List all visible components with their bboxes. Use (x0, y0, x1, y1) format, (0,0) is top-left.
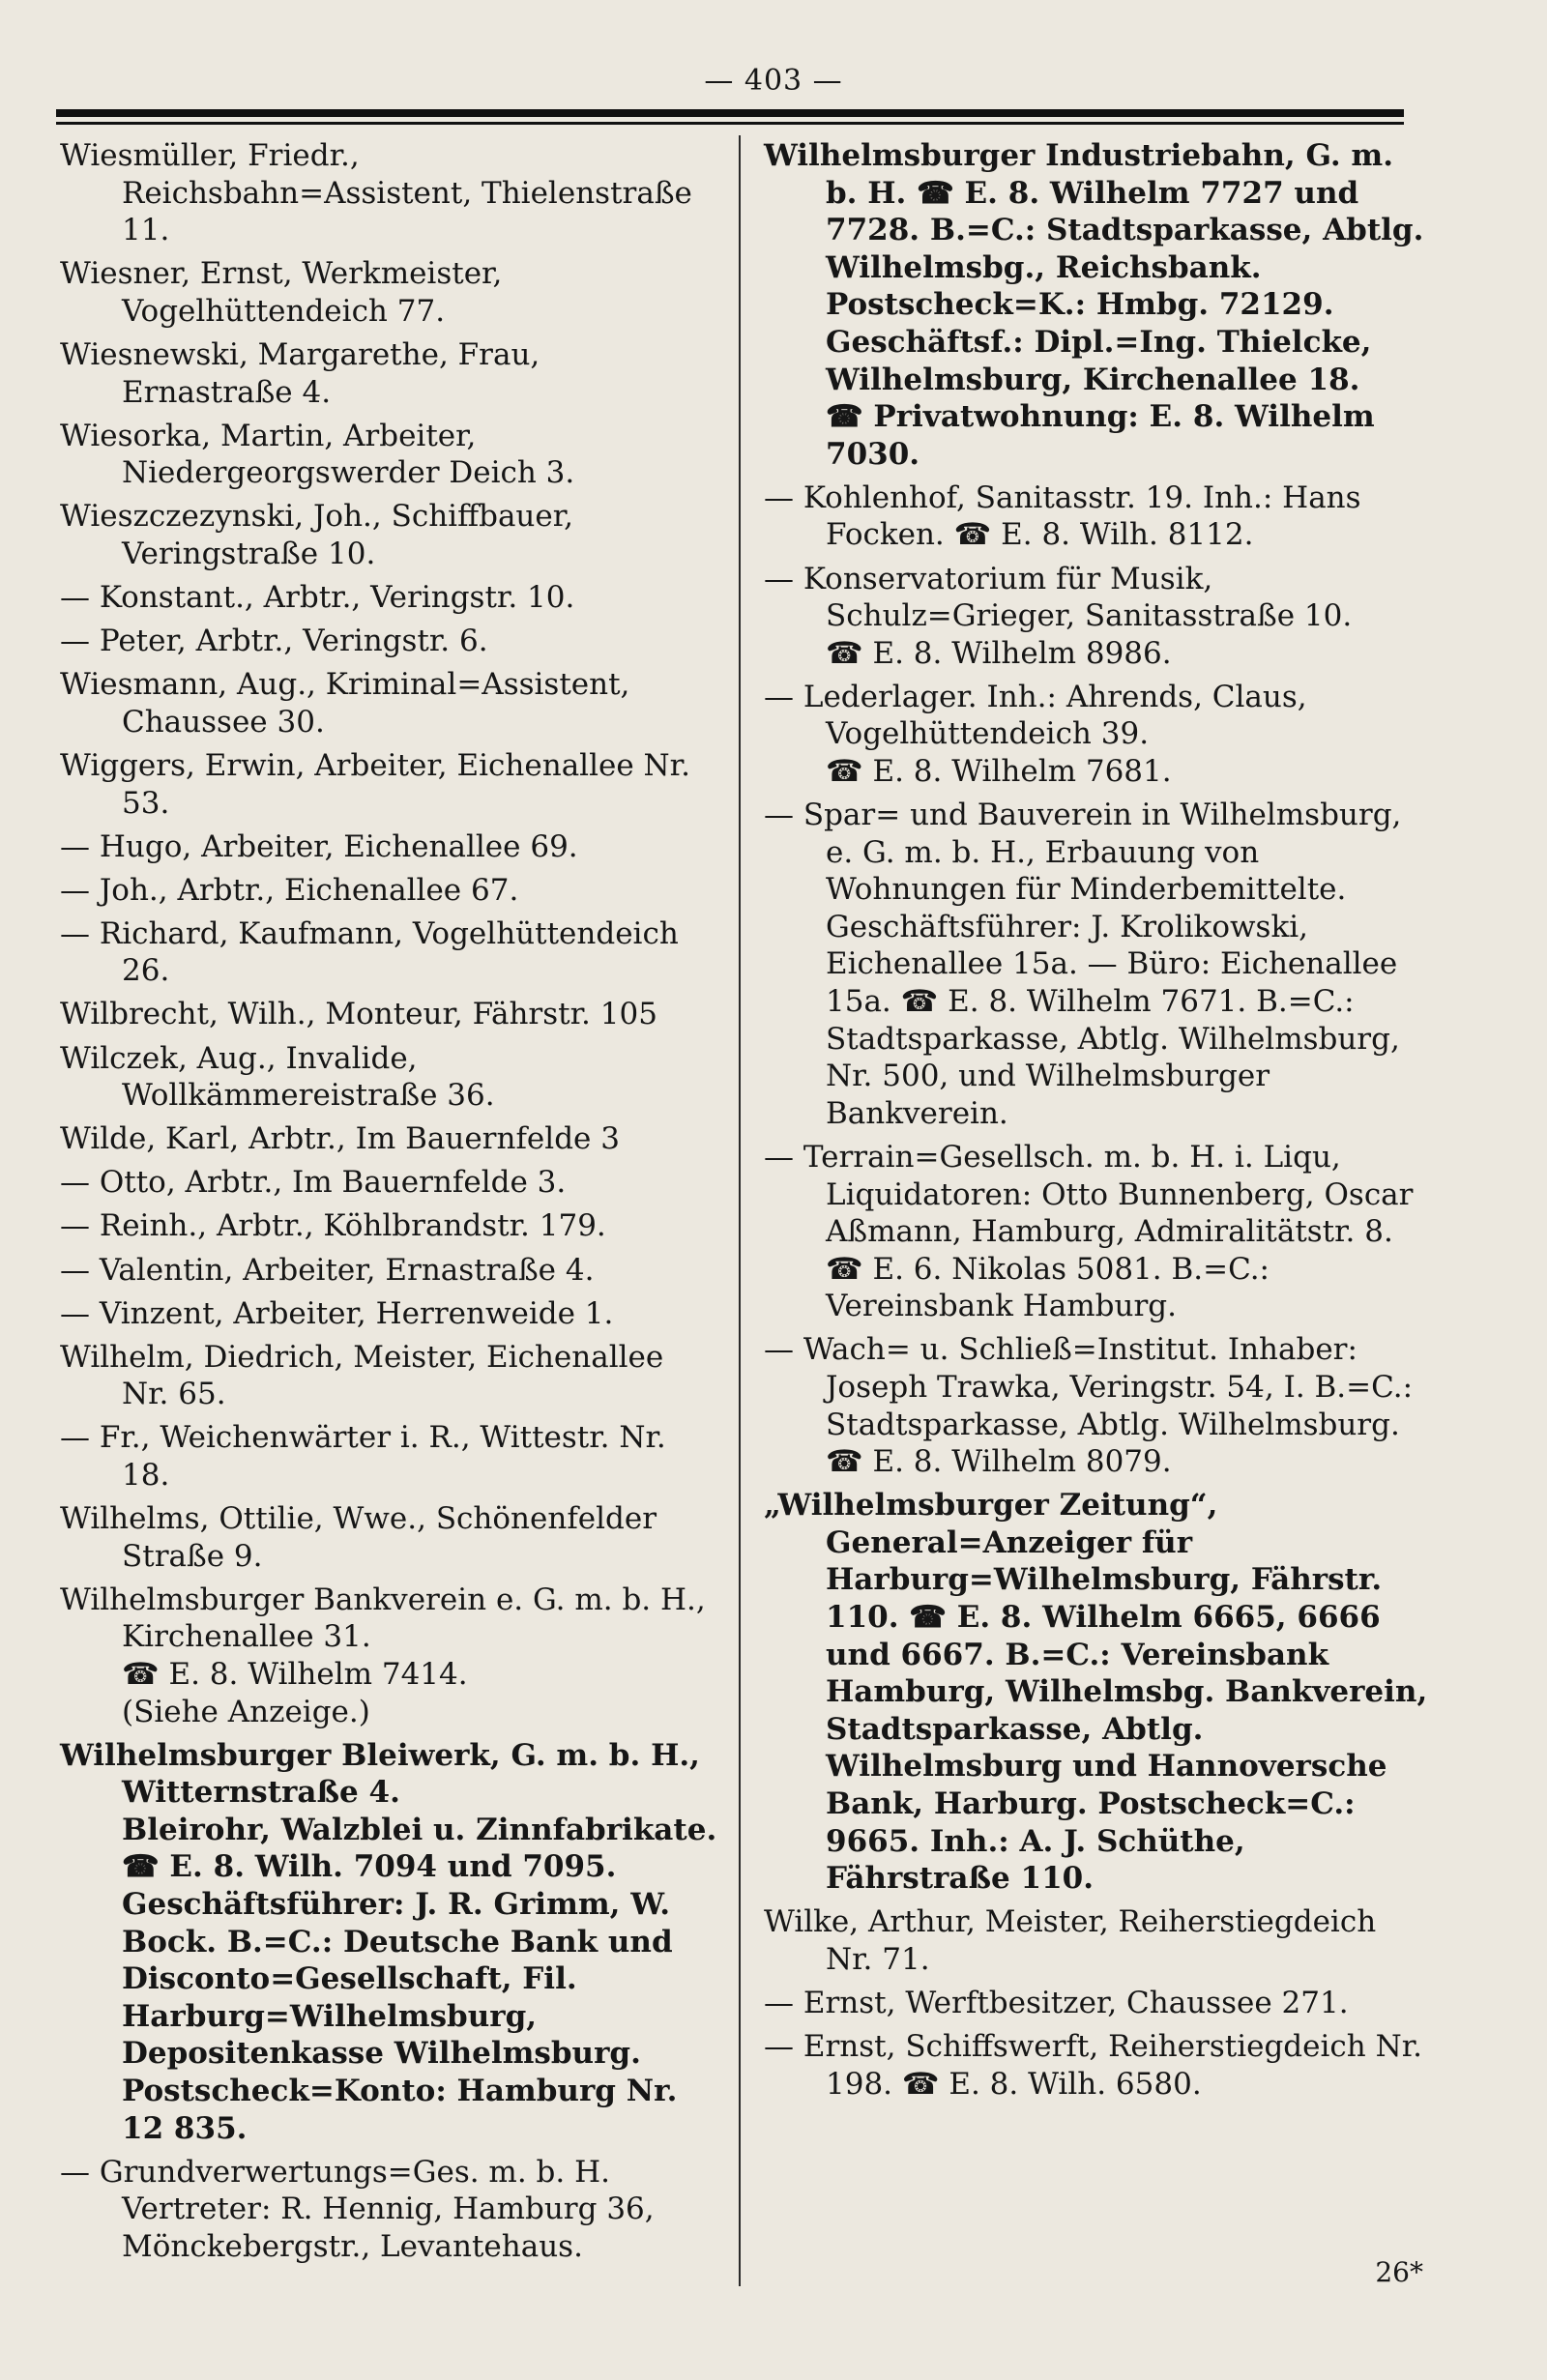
directory-entry (60, 1295, 717, 1333)
entry-text: — Joh., Arbtr., Eichenallee 67. (60, 872, 519, 908)
directory-entry (764, 1487, 1429, 1898)
entry-subline: Bleirohr, Walzblei u. Zinnfabrikate. ☎ E. 8. Wilh. 7094 und 7095. Geschäftsführer: J. R. Grimm, W. Bock. B.=C.: Deutsche Bank und Disconto=Gesellschaft, Fil. Harburg=Wilhelmsburg, Depositenkasse Wilhelmsburg. Postscheck=Konto: Hamburg Nr. 12 835. (122, 1812, 717, 2146)
entry-text: Wilhelmsburger Bleiwerk, G. m. b. H., Witternstraße 4. (60, 1737, 700, 1811)
directory-entry (60, 418, 717, 492)
directory-entry (60, 996, 717, 1033)
directory-entry (60, 747, 717, 822)
entry-subline: ☎ Privatwohnung: E. 8. Wilhelm 7030. (826, 399, 1375, 472)
entry-subline: ☎ E. 8. Wilhelm 7681. (826, 754, 1172, 789)
entry-text: — Spar= und Bauverein in Wilhelmsburg, e. G. m. b. H., Erbauung von Wohnungen für Minderbemittelte. Geschäftsführer: J. Krolikowski, Eichenallee 15a. — Büro: Eichenallee 15a. ☎ E. 8. Wilhelm 7671. B.=C.: Stadtsparkasse, Abtlg. Wilhelmsburg, Nr. 500, und Wilhelmsburger Bankverein. (764, 798, 1402, 1131)
entry-text: Wilde, Karl, Arbtr., Im Bauernfelde 3 (60, 1121, 620, 1157)
directory-entry (60, 336, 717, 411)
entry-text: — Konstant., Arbtr., Veringstr. 10. (60, 580, 575, 616)
entry-text: — Wach= u. Schließ=Institut. Inhaber: Joseph Trawka, Veringstr. 54, I. B.=C.: Stadtsparkasse, Abtlg. Wilhelmsburg. ☎ E. 8. Wilhelm 8079. (764, 1332, 1414, 1480)
entry-text: Wiesorka, Martin, Arbeiter, Niedergeorgswerder Deich 3. (60, 418, 575, 491)
signature-mark: 26* (1375, 2256, 1423, 2288)
entry-text: — Ernst, Werftbesitzer, Chaussee 271. (764, 1986, 1349, 2020)
entry-text: — Fr., Weichenwärter i. R., Wittestr. Nr. 18. (60, 1420, 666, 1493)
directory-entry (764, 1331, 1429, 1480)
entry-text: Wilke, Arthur, Meister, Reiherstiegdeich Nr. 71. (764, 1904, 1377, 1977)
column-divider (739, 135, 741, 2286)
entry-subline: ☎ E. 8. Wilhelm 7414. (122, 1656, 468, 1692)
entry-text: Wiesnewski, Margarethe, Frau, Ernastraße 4. (60, 336, 540, 410)
entry-text: — Terrain=Gesellsch. m. b. H. i. Liqu, Liquidatoren: Otto Bunnenberg, Oscar Aßmann, Hamburg, Admiralitätstr. 8. ☎ E. 6. Nikolas 5081. B.=C.: Vereinsbank Hamburg. (764, 1139, 1414, 1324)
entry-text: — Richard, Kaufmann, Vogelhüttendeich 26. (60, 915, 679, 989)
directory-entry (764, 1985, 1429, 2022)
entry-text: — Valentin, Arbeiter, Ernastraße 4. (60, 1252, 595, 1288)
directory-entry (60, 498, 717, 572)
entry-text: Wilbrecht, Wilh., Monteur, Fährstr. 105 (60, 997, 657, 1032)
directory-entry (60, 1252, 717, 1290)
directory-entry (60, 828, 717, 866)
entry-text: Wilhelmsburger Bankverein e. G. m. b. H., Kirchenallee 31. (60, 1582, 706, 1655)
directory-entry (764, 137, 1429, 473)
entry-text: — Peter, Arbtr., Veringstr. 6. (60, 624, 488, 659)
directory-entry (764, 479, 1429, 554)
directory-entry (60, 623, 717, 660)
entry-text: Wiesmüller, Friedr., Reichsbahn=Assistent, Thielenstraße 11. (60, 138, 692, 248)
directory-entry (60, 1207, 717, 1245)
entry-text: — Vinzent, Arbeiter, Herrenweide 1. (60, 1295, 614, 1331)
entry-text: — Otto, Arbtr., Im Bauernfelde 3. (60, 1165, 567, 1201)
directory-entry (60, 915, 717, 990)
right-column (764, 137, 1429, 2109)
entry-text: Wiggers, Erwin, Arbeiter, Eichenallee Nr. 53. (60, 747, 690, 821)
entry-text: „Wilhelmsburger Zeitung“, General=Anzeiger für Harburg=Wilhelmsburg, Fährstr. 110. ☎ E. 8. Wilhelm 6665, 6666 und 6667. B.=C.: Vereinsbank Hamburg, Wilhelmsbg. Bankverein, Stadtsparkasse, Abtlg. Wilhelmsburg und Hannoversche Bank, Harburg. Postscheck=C.: 9665. Inh.: A. J. Schüthe, Fährstraße 110. (764, 1488, 1428, 1897)
directory-entry (60, 872, 717, 910)
entry-text: — Konservatorium für Musik, Schulz=Grieger, Sanitasstraße 10. (764, 561, 1353, 634)
directory-entry (764, 2028, 1429, 2103)
directory-entry (764, 1139, 1429, 1325)
directory-entry (60, 1582, 717, 1730)
entry-subline: (Siehe Anzeige.) (122, 1694, 370, 1729)
directory-entry (60, 1120, 717, 1158)
entry-text: — Lederlager. Inh.: Ahrends, Claus, Vogelhüttendeich 39. (764, 679, 1307, 752)
entry-text: — Reinh., Arbtr., Köhlbrandstr. 179. (60, 1208, 606, 1244)
header-rule-thin (56, 122, 1404, 125)
directory-entry (60, 1500, 717, 1575)
directory-entry (60, 1419, 717, 1494)
directory-entry (764, 679, 1429, 791)
entry-text: Wiesner, Ernst, Werkmeister, Vogelhüttendeich 77. (60, 256, 503, 329)
left-column (60, 137, 717, 2272)
directory-entry (60, 579, 717, 617)
directory-entry (60, 2154, 717, 2266)
directory-entry (764, 561, 1429, 673)
entry-text: — Kohlenhof, Sanitasstr. 19. Inh.: Hans Focken. ☎ E. 8. Wilh. 8112. (764, 479, 1361, 553)
directory-entry (60, 1737, 717, 2148)
directory-entry (60, 1164, 717, 1202)
directory-entry (60, 666, 717, 740)
entry-text: Wilhelm, Diedrich, Meister, Eichenallee Nr. 65. (60, 1339, 664, 1412)
entry-text: Wilhelms, Ottilie, Wwe., Schönenfelder Straße 9. (60, 1501, 657, 1574)
entry-text: — Grundverwertungs=Ges. m. b. H. Vertreter: R. Hennig, Hamburg 36, Mönckebergstr., Levantehaus. (60, 2154, 655, 2264)
directory-entry (764, 1903, 1429, 1978)
page-number: — 403 — (704, 64, 843, 98)
entry-text: Wiesmann, Aug., Kriminal=Assistent, Chaussee 30. (60, 667, 630, 740)
directory-entry (60, 1040, 717, 1115)
directory-entry (764, 797, 1429, 1132)
entry-text: — Ernst, Schiffswerft, Reiherstiegdeich Nr. 198. ☎ E. 8. Wilh. 6580. (764, 2029, 1422, 2102)
entry-text: — Hugo, Arbeiter, Eichenallee 69. (60, 828, 578, 864)
entry-text: Wilczek, Aug., Invalide, Wollkämmereistraße 36. (60, 1040, 495, 1114)
directory-entry (60, 137, 717, 249)
entry-text: Wilhelmsburger Industriebahn, G. m. b. H. ☎ E. 8. Wilhelm 7727 und 7728. B.=C.: Stadtsparkasse, Abtlg. Wilhelmsbg., Reichsbank. Postscheck=K.: Hmbg. 72129. Geschäftsf.: Dipl.=Ing. Thielcke, Wilhelmsburg, Kirchenallee 18. (764, 138, 1424, 397)
entry-text: Wieszczezynski, Joh., Schiffbauer, Veringstraße 10. (60, 499, 574, 571)
directory-entry (60, 255, 717, 330)
header-rule-thick (56, 109, 1404, 117)
entry-subline: ☎ E. 8. Wilhelm 8986. (826, 635, 1172, 671)
directory-entry (60, 1339, 717, 1413)
